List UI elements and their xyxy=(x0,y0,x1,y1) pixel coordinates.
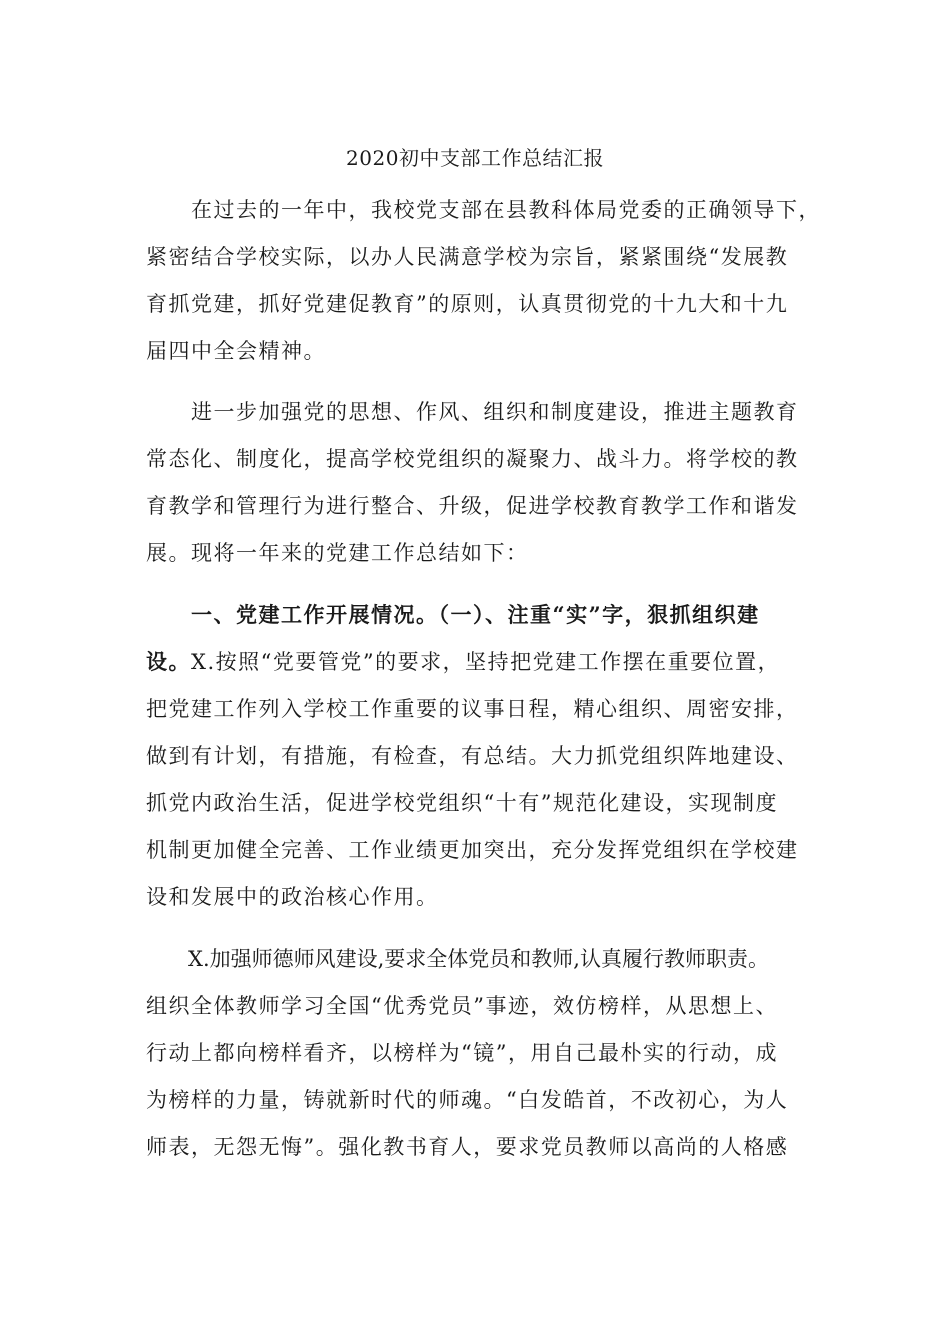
paragraph-2-line-4: 展。现将一年来的党建工作总结如下： xyxy=(146,541,529,565)
paragraph-4-line-4: 为榜样的力量，铸就新时代的师魂。“白发皓首，不改初心，为人 xyxy=(146,1088,789,1112)
paragraph-3-line-5: 机制更加健全完善、工作业绩更加突出，充分发挥党组织在学校建 xyxy=(146,838,799,862)
paragraph-4-line-1: X.加强师德师风建设,要求全体党员和教师,认真履行教师职责。 xyxy=(146,947,769,971)
paragraph-2-line-2: 常态化、制度化，提高学校党组织的凝聚力、战斗力。将学校的教 xyxy=(146,447,799,471)
paragraph-1-line-1: 在过去的一年中，我校党支部在县教科体局党委的正确领导下， xyxy=(146,198,821,222)
document-title: 2020初中支部工作总结汇报 xyxy=(346,146,604,170)
paragraph-3-line-4: 抓党内政治生活，促进学校党组织“十有”规范化建设，实现制度 xyxy=(146,791,778,815)
paragraph-4-line-5: 师表，无怨无悔”。强化教书育人，要求党员教师以高尚的人格感 xyxy=(146,1135,789,1159)
section-heading-end: 设。 xyxy=(146,649,191,674)
paragraph-3-line-2: 把党建工作列入学校工作重要的议事日程，精心组织、周密安排， xyxy=(146,697,799,721)
paragraph-1-line-2: 紧密结合学校实际，以办人民满意学校为宗旨，紧紧围绕“发展教 xyxy=(146,245,789,269)
paragraph-3-line-6: 设和发展中的政治核心作用。 xyxy=(146,885,439,909)
paragraph-1-line-4: 届四中全会精神。 xyxy=(146,339,326,363)
paragraph-4-line-2: 组织全体教师学习全国“优秀党员”事迹，效仿榜样，从思想上、 xyxy=(146,994,778,1018)
paragraph-4-line-3: 行动上都向榜样看齐，以榜样为“镜”，用自己最朴实的行动，成 xyxy=(146,1041,778,1065)
section-heading-line-2 xyxy=(146,647,866,677)
section-heading-line-1: 一、党建工作开展情况。（一）、注重“实”字，狠抓组织建 xyxy=(146,602,760,627)
paragraph-3-line-3: 做到有计划，有措施，有检查，有总结。大力抓党组织阵地建设、 xyxy=(146,744,799,768)
paragraph-2-line-3: 育教学和管理行为进行整合、升级，促进学校教育教学工作和谐发 xyxy=(146,494,799,518)
paragraph-1-line-3: 育抓党建，抓好党建促教育”的原则，认真贯彻党的十九大和十九 xyxy=(146,292,789,316)
paragraph-2-line-1: 进一步加强党的思想、作风、组织和制度建设，推进主题教育 xyxy=(146,400,799,424)
paragraph-3-line-1: X.按照“党要管党”的要求，坚持把党建工作摆在重要位置， xyxy=(191,650,781,674)
